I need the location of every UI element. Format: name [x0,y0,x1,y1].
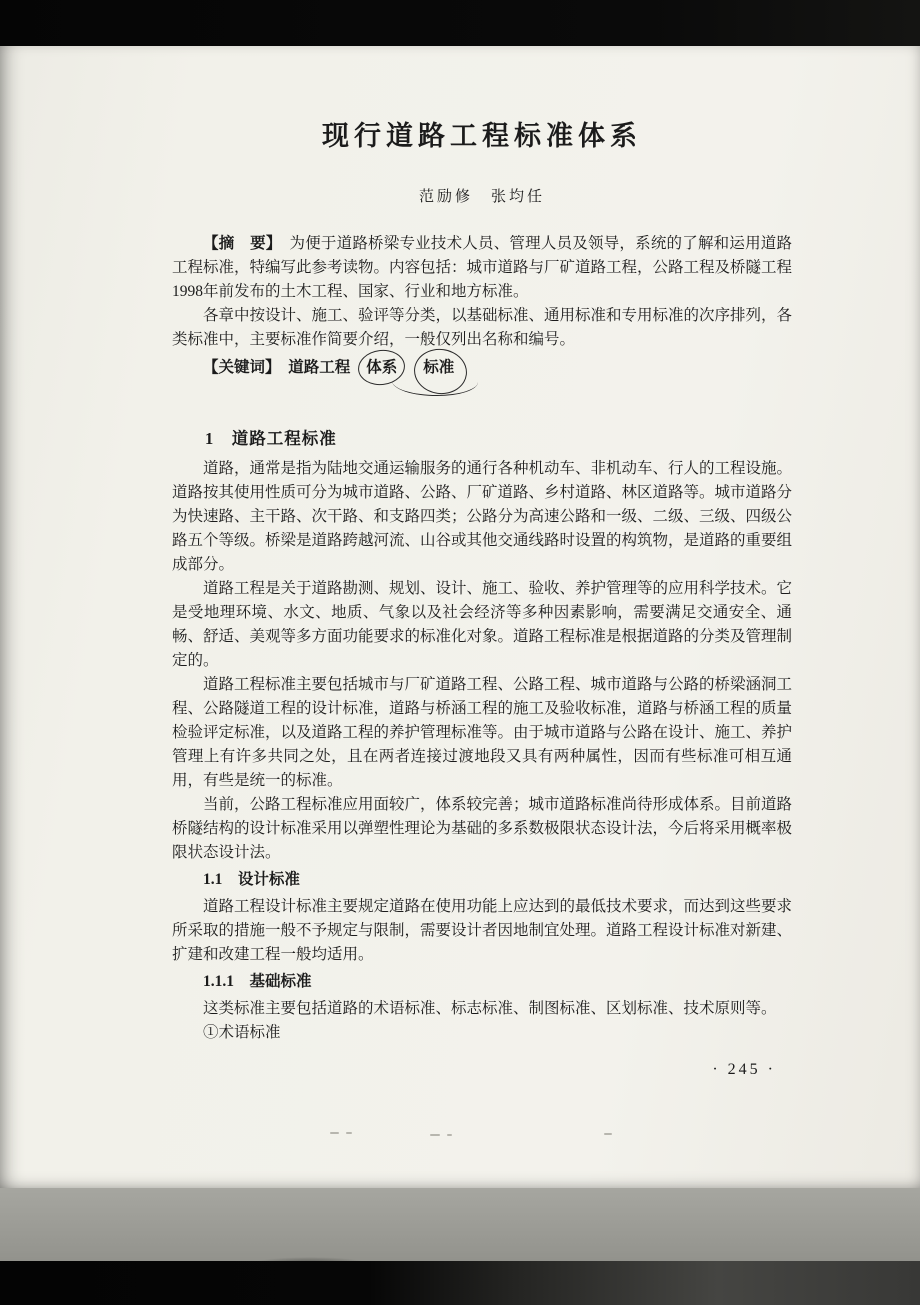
section-1-1-heading: 1.1 设计标准 [203,871,300,888]
section-1-paragraph-3: 道路工程标准主要包括城市与厂矿道路工程、公路工程、城市道路与公路的桥梁涵洞工程、公路隧道工程的设计标准，道路与桥涵工程的施工及验收标准，道路与桥涵工程的质量检验评定标准，以及道路工程的养护管理标准等。由于城市道路与公路在设计、施工、养护管理上有许多共同之处，且在两者连接过渡地段又具有两种属性，因而有些标准可相互通用，有些是统一的标准。 [172,676,793,789]
abstract-text-1: 为便于道路桥梁专业技术人员、管理人员及领导，系统的了解和运用道路工程标准，特编写此参考读物。内容包括：城市道路与厂矿道路工程，公路工程及桥隧工程1998年前发布的土木工程、国家、行业和地方标准。 [172,235,793,300]
page-title: 现行道路工程标准体系 [322,121,642,151]
keyword-3-circled [423,354,454,381]
scanner-bottom-band [0,1261,920,1305]
keyword-2: 体系 [366,359,398,376]
section-1-paragraph-4: 当前，公路工程标准应用面较广，体系较完善；城市道路标准尚待形成体系。目前道路桥隧结构的设计标准采用以弹塑性理论为基础的多系数极限状态设计法，今后将采用概率极限状态设计法。 [172,796,793,861]
section-1-1-1-heading: 1.1.1 基础标准 [203,973,312,990]
section-1-heading: 1 道路工程标准 [205,429,337,448]
abstract-paragraph-2: 各章中按设计、施工、验评等分类，以基础标准、通用标准和专用标准的次序排列，各类标准中，主要标准作简要介绍，一般仅列出名称和编号。 [172,307,793,348]
page-number: · 245 · [712,1061,776,1078]
abstract-paragraph-1 [172,232,792,304]
keyword-1: 道路工程 [288,359,351,376]
abstract-label: 【摘 要】 [203,235,290,252]
term-standard-item: ①术语标准 [203,1024,281,1041]
scanner-bottom-area [0,1188,920,1305]
scan-artifact-marks [0,1132,920,1142]
scanner-top-band [0,0,920,46]
page-content [172,46,792,1079]
section-1-1-paragraph-1: 道路工程设计标准主要规定道路在使用功能上应达到的最低技术要求，而达到这些要求所采取的措施一般不予规定与限制，需要设计者因地制宜处理。道路工程设计标准对新建、扩建和改建工程一般均适用。 [172,898,793,963]
keywords-annotated-group [366,354,480,381]
section-1-paragraph-1: 道路，通常是指为陆地交通运输服务的通行各种机动车、非机动车、行人的工程设施。道路按其使用性质可分为城市道路、公路、厂矿道路、乡村道路、林区道路等。城市道路分为快速路、主干路、次干路、和支路四类；公路分为高速公路和一级、二级、三级、四级公路五个等级。桥梁是道路跨越河流、山谷或其他交通线路时设置的构筑物，是道路的重要组成部分。 [172,460,793,573]
section-1-paragraph-2: 道路工程是关于道路勘测、规划、设计、施工、验收、养护管理等的应用科学技术。它是受地理环境、水文、地质、气象以及社会经济等多种因素影响，需要满足交通安全、通畅、舒适、美观等多方面功能要求的标准化对象。道路工程标准是根据道路的分类及管理制定的。 [172,580,793,669]
keyword-3: 标准 [423,359,455,376]
keywords-line [172,354,792,381]
keyword-2-circled [366,354,397,381]
authors-line: 范励修 张均任 [418,189,545,205]
keywords-label: 【关键词】 [203,359,289,376]
section-1-1-1-paragraph-1: 这类标准主要包括道路的术语标准、标志标准、制图标准、区划标准、技术原则等。 [203,1000,777,1017]
paper-sheet [0,46,920,1188]
